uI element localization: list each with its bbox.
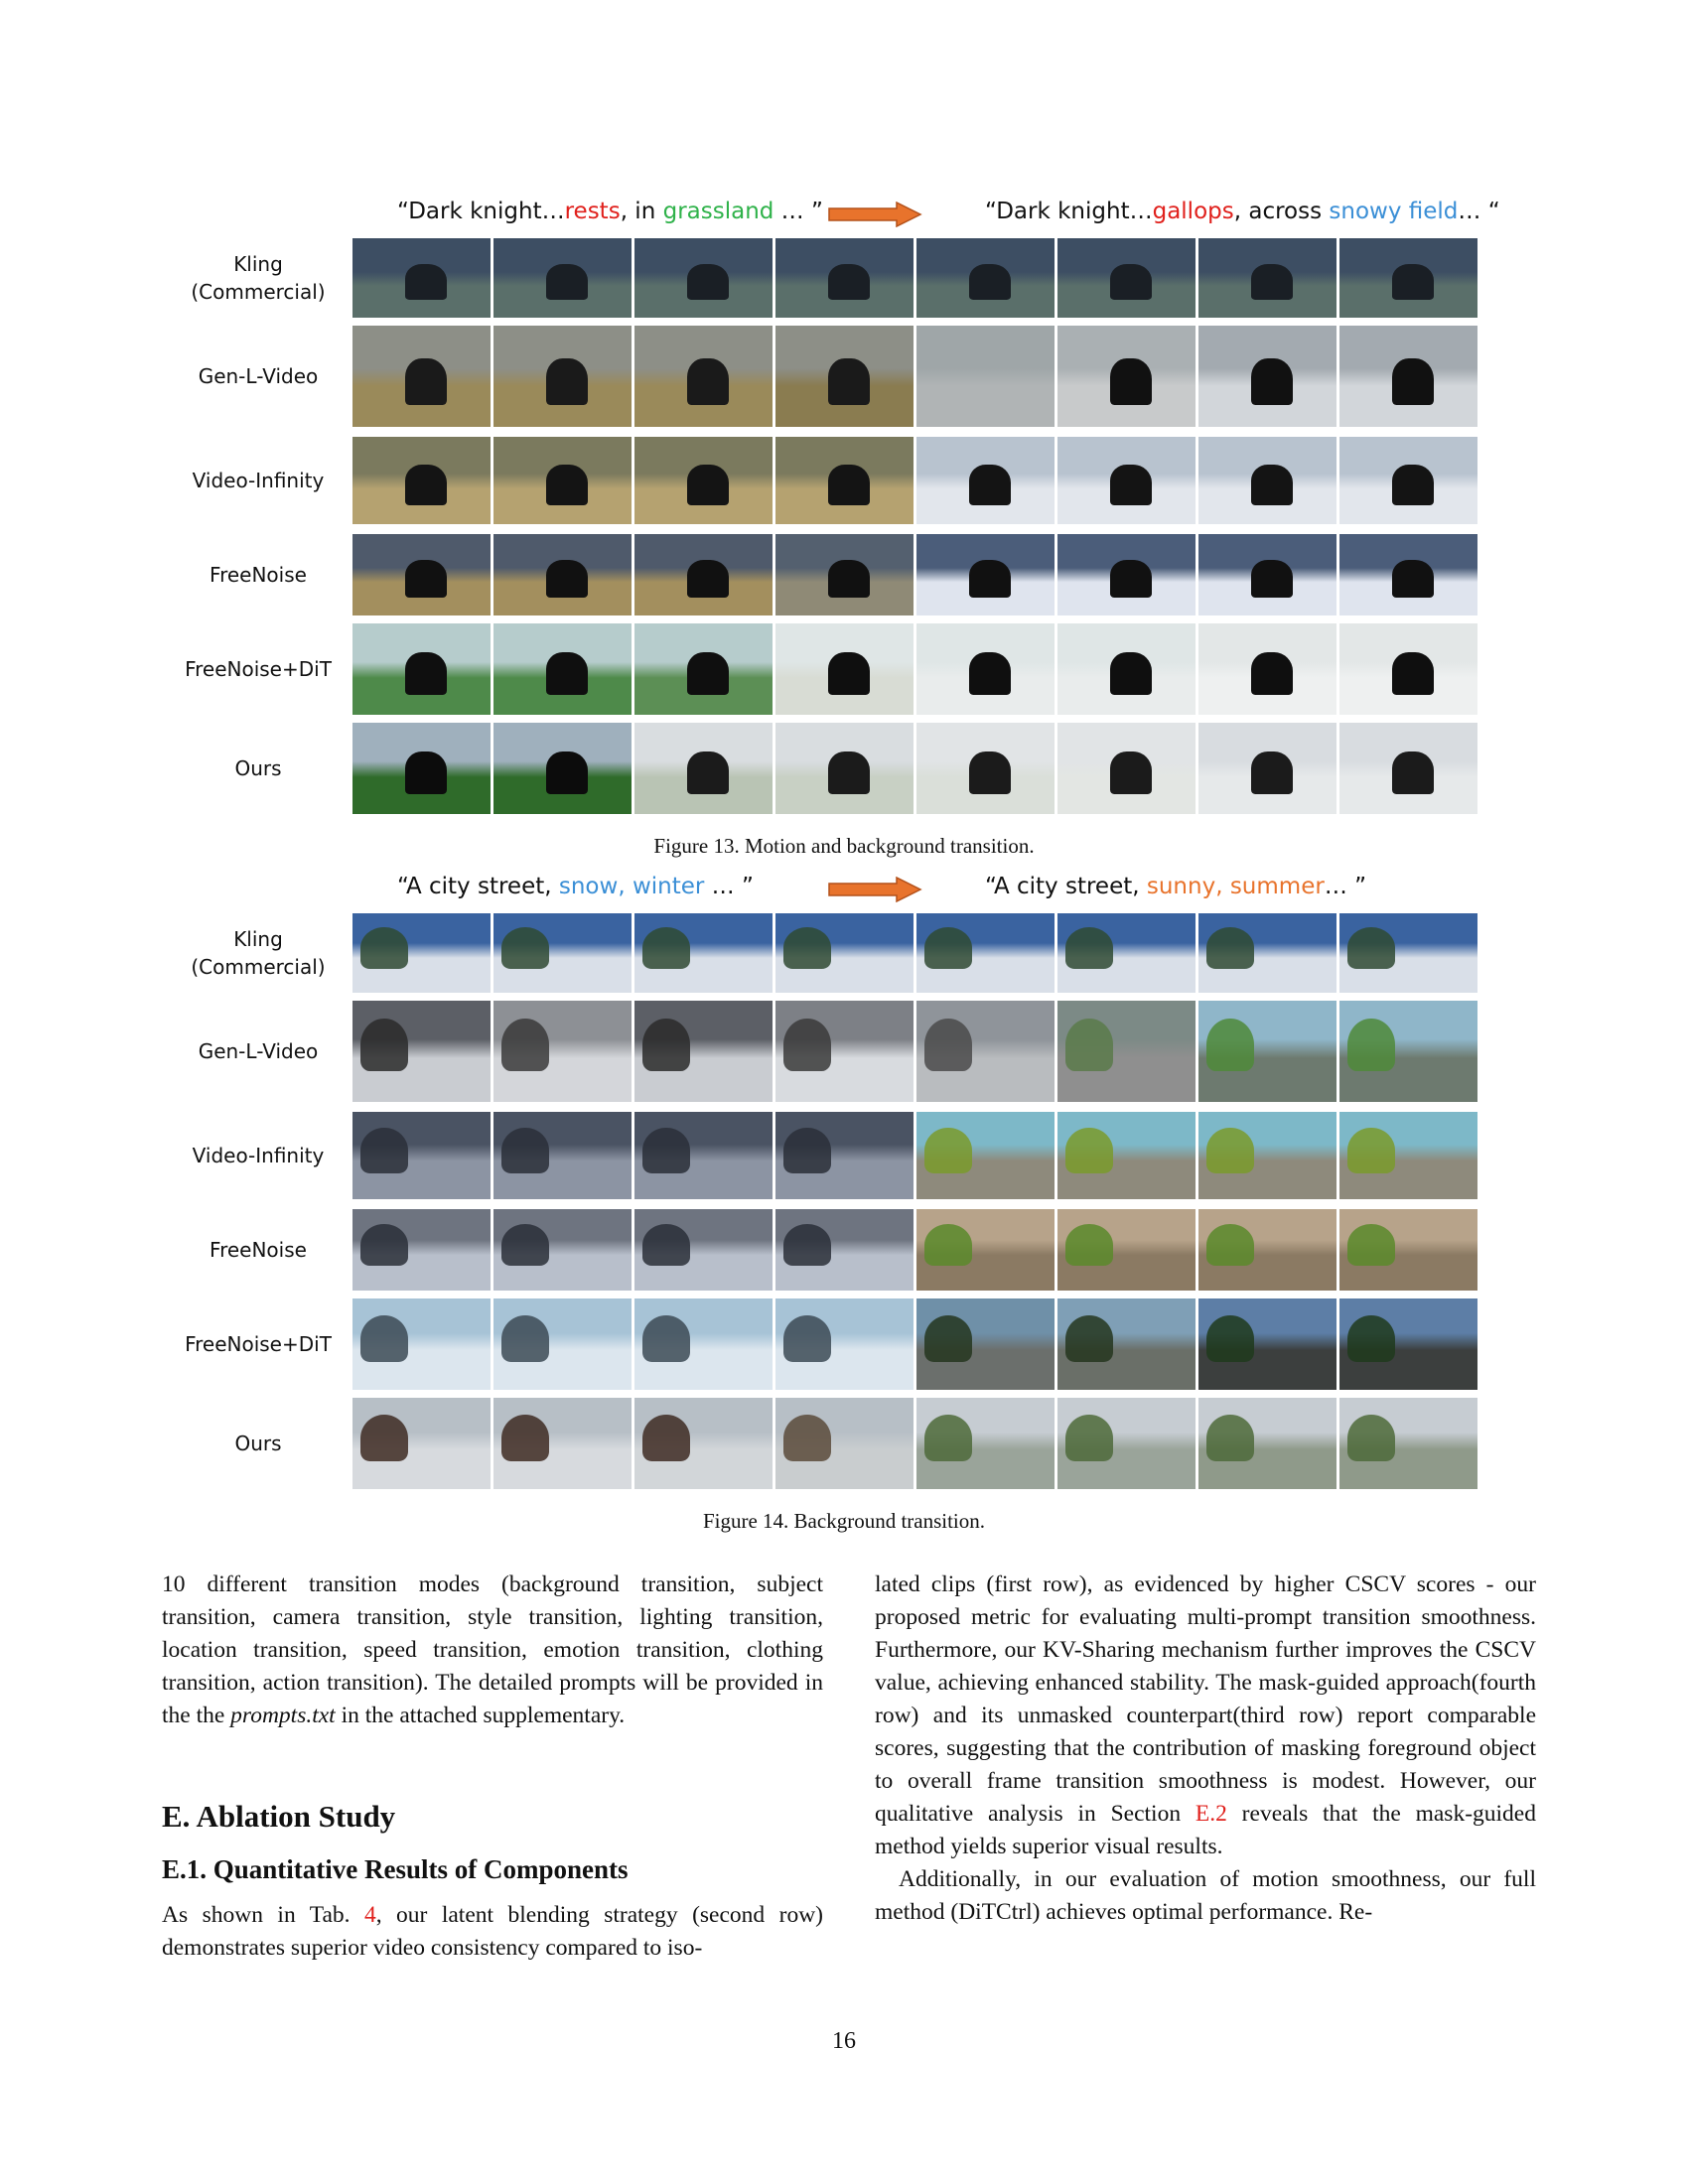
video-frame [634,723,773,814]
video-frame [1198,623,1336,715]
tree-silhouette [642,1128,689,1173]
tree-silhouette [783,1315,830,1363]
video-frame [1198,723,1336,814]
left-column [162,1569,823,1732]
video-frame [916,1398,1055,1489]
row-label: Gen-L-Video [198,1039,319,1063]
video-frame [493,437,632,524]
rider-silhouette [1110,652,1152,694]
video-frame [1198,1298,1336,1390]
rider-silhouette [1251,465,1293,504]
video-frame [634,437,773,524]
row-label: Video-Infinity [192,1144,325,1167]
row-label: FreeNoise [210,1238,307,1262]
paragraph: Additionally, in our evaluation of motion smoothness, our full method (DiTCtrl) achieves optimal performance. Re- [875,1866,1536,1925]
figure-row [192,1112,1482,1199]
figure-13-grid [185,238,1482,819]
video-frame [1057,534,1196,615]
rider-silhouette [828,751,870,793]
paragraph: 10 different transition modes (background transition, subject transition, camera transition, style transition, lighting transition, location transition, speed transition, emotion transition, clothing transition, action transition). The detailed prompts will be provided in the the prompts.txt in the attached supplementary. [162,1571,823,1728]
tree-silhouette [1206,1019,1253,1071]
rider-silhouette [828,465,870,504]
video-frame [1339,913,1477,993]
tree-silhouette [1347,1415,1394,1462]
tree-silhouette [360,1224,407,1267]
video-frame [1339,623,1477,715]
tree-silhouette [924,1224,971,1267]
rider-silhouette [687,652,729,694]
video-frame [1198,1112,1336,1199]
video-frame [916,1112,1055,1199]
rider-silhouette [1110,560,1152,598]
figure-row [234,723,1482,814]
tree-silhouette [642,1315,689,1363]
rider-silhouette [687,465,729,504]
tree-silhouette [1347,1315,1394,1363]
rider-silhouette [405,358,447,405]
video-frame [1057,1001,1196,1102]
figure-row [192,437,1482,524]
right-column [875,1569,1536,1929]
video-frame [352,238,491,318]
video-frame [634,534,773,615]
tree-silhouette [783,1019,830,1071]
figure-13-caption: Figure 13. Motion and background transition. [653,834,1035,858]
video-frame [1198,437,1336,524]
tree-silhouette [1065,1128,1112,1173]
rider-silhouette [687,264,729,301]
row-label: Kling (Commercial) [191,927,326,979]
rider-silhouette [546,264,588,301]
video-frame [493,723,632,814]
tree-silhouette [642,1415,689,1462]
video-frame [775,1001,914,1102]
video-frame [1339,723,1477,814]
tree-silhouette [783,1224,830,1267]
fig14-prompt-left: “A city street, snow, winter … ” [397,874,754,899]
video-frame [493,534,632,615]
tree-silhouette [501,927,548,969]
figure-row [185,623,1482,715]
rider-silhouette [687,751,729,793]
video-frame [352,326,491,427]
tree-silhouette [501,1224,548,1267]
video-frame [493,1112,632,1199]
video-frame [634,1298,773,1390]
rider-silhouette [1110,465,1152,504]
tree-silhouette [1065,1415,1112,1462]
video-frame [352,1398,491,1489]
left-column-para2 [162,1899,823,1965]
tree-silhouette [501,1415,548,1462]
row-label: Video-Infinity [192,469,325,492]
video-frame [1057,238,1196,318]
rider-silhouette [828,560,870,598]
tree-silhouette [1206,1224,1253,1267]
rider-silhouette [969,560,1011,598]
video-frame [493,913,632,993]
video-frame [775,723,914,814]
rider-silhouette [546,465,588,504]
rider-silhouette [1110,358,1152,405]
tree-silhouette [1065,927,1112,969]
video-frame [352,1209,491,1291]
video-frame [634,913,773,993]
video-frame [493,623,632,715]
video-frame [916,326,1055,427]
figure-14-grid [185,913,1482,1494]
video-frame [352,1001,491,1102]
tree-silhouette [1347,927,1394,969]
rider-silhouette [546,751,588,793]
fig13-prompt-left: “Dark knight…rests, in grassland … ” [397,199,823,224]
rider-silhouette [969,465,1011,504]
video-frame [1198,326,1336,427]
video-frame [493,238,632,318]
section-ref-link[interactable]: E.2 [1195,1801,1227,1827]
video-frame [352,1112,491,1199]
tree-silhouette [642,1224,689,1267]
rider-silhouette [405,465,447,504]
video-frame [916,1298,1055,1390]
row-label: FreeNoise+DiT [185,657,332,681]
video-frame [493,1209,632,1291]
video-frame [1339,1398,1477,1489]
transition-arrow-icon [827,877,922,902]
video-frame [1339,326,1477,427]
rider-silhouette [1392,751,1434,793]
video-frame [775,1298,914,1390]
video-frame [1339,238,1477,318]
rider-silhouette [546,358,588,405]
video-frame [352,723,491,814]
page-number: 16 [832,2028,856,2054]
video-frame [1057,623,1196,715]
video-frame [916,723,1055,814]
tree-silhouette [1347,1224,1394,1267]
video-frame [493,1001,632,1102]
video-frame [1198,1001,1336,1102]
table-ref-link[interactable]: 4 [363,1902,376,1928]
video-frame [775,1398,914,1489]
tree-silhouette [1206,1315,1253,1363]
rider-silhouette [405,264,447,301]
tree-silhouette [1347,1019,1394,1071]
video-frame [1057,1398,1196,1489]
tree-silhouette [924,1415,971,1462]
video-frame [493,1298,632,1390]
video-frame [1057,326,1196,427]
paragraph: lated clips (first row), as evidenced by higher CSCV scores - our proposed metric for evaluating multi-prompt transition smoothness. Furthermore, our KV-Sharing mechanism further improves the CSCV value, achieving enhanced stability. The mask-guided approach(fourth row) and its unmasked counterpart(third row) report comparable scores, suggesting that the contribution of masking foreground object to overall frame transition smoothness is modest. However, our qualitative analysis in Section E.2 reveals that the mask-guided method yields superior visual results. [875,1571,1536,1859]
video-frame [352,1298,491,1390]
figure-row [191,913,1482,993]
video-frame [1057,913,1196,993]
rider-silhouette [969,652,1011,694]
rider-silhouette [828,358,870,405]
tree-silhouette [1065,1224,1112,1267]
tree-silhouette [360,1128,407,1173]
rider-silhouette [1110,751,1152,793]
video-frame [775,1209,914,1291]
row-label: Ours [234,1432,282,1455]
tree-silhouette [924,1019,971,1071]
fig13-prompt-right: “Dark knight…gallops, across snowy field… “ [985,199,1500,224]
row-label: FreeNoise+DiT [185,1332,332,1356]
video-frame [493,326,632,427]
figure-row [234,1398,1482,1489]
video-frame [775,437,914,524]
video-frame [1198,913,1336,993]
transition-arrow-icon [827,202,922,227]
tree-silhouette [1206,927,1253,969]
rider-silhouette [828,264,870,301]
tree-silhouette [1206,1415,1253,1462]
tree-silhouette [501,1019,548,1071]
video-frame [775,1112,914,1199]
video-frame [1198,1398,1336,1489]
video-frame [634,1209,773,1291]
rider-silhouette [1392,465,1434,504]
video-frame [775,534,914,615]
rider-silhouette [1392,264,1434,301]
rider-silhouette [405,751,447,793]
tree-silhouette [1206,1128,1253,1173]
video-frame [1339,1209,1477,1291]
tree-silhouette [642,927,689,969]
video-frame [775,326,914,427]
tree-silhouette [360,927,407,969]
video-frame [916,1209,1055,1291]
rider-silhouette [1392,652,1434,694]
rider-silhouette [687,560,729,598]
tree-silhouette [783,1415,830,1462]
tree-silhouette [924,1128,971,1173]
rider-silhouette [405,652,447,694]
tree-silhouette [360,1315,407,1363]
video-frame [1339,1112,1477,1199]
rider-silhouette [969,264,1011,301]
video-frame [634,623,773,715]
video-frame [1339,1001,1477,1102]
tree-silhouette [924,1315,971,1363]
tree-silhouette [360,1415,407,1462]
figure-row [191,238,1482,318]
video-frame [634,1398,773,1489]
tree-silhouette [1347,1128,1394,1173]
figure-row [210,534,1482,615]
video-frame [916,534,1055,615]
video-frame [1198,534,1336,615]
video-frame [1057,1209,1196,1291]
figure-14-caption: Figure 14. Background transition. [702,1509,986,1533]
video-frame [916,238,1055,318]
video-frame [352,913,491,993]
video-frame [916,437,1055,524]
section-heading: E. Ablation Study [162,1799,396,1834]
rider-silhouette [1392,358,1434,405]
figure-row [185,1298,1482,1390]
video-frame [352,623,491,715]
tree-silhouette [1065,1315,1112,1363]
video-frame [1198,238,1336,318]
rider-silhouette [969,751,1011,793]
figure-row [198,326,1482,427]
row-label: Kling (Commercial) [191,252,326,304]
fig14-prompt-right: “A city street, sunny, summer… ” [985,874,1367,899]
rider-silhouette [1251,751,1293,793]
figure-row [210,1209,1482,1291]
rider-silhouette [1392,560,1434,598]
subsection-heading: E.1. Quantitative Results of Components [162,1854,629,1884]
tree-silhouette [501,1315,548,1363]
video-frame [916,623,1055,715]
tree-silhouette [642,1019,689,1071]
paragraph: As shown in Tab. 4, our latent blending strategy (second row) demonstrates superior video consistency compared to iso- [162,1902,823,1961]
video-frame [1339,437,1477,524]
video-frame [775,238,914,318]
video-frame [1198,1209,1336,1291]
video-frame [775,623,914,715]
video-frame [634,1001,773,1102]
video-frame [352,534,491,615]
rider-silhouette [1251,358,1293,405]
rider-silhouette [1251,560,1293,598]
rider-silhouette [546,560,588,598]
video-frame [634,238,773,318]
tree-silhouette [1065,1019,1112,1071]
video-frame [1057,723,1196,814]
video-frame [916,1001,1055,1102]
tree-silhouette [783,927,830,969]
video-frame [916,913,1055,993]
rider-silhouette [828,652,870,694]
row-label: Gen-L-Video [198,364,319,388]
video-frame [1057,437,1196,524]
video-frame [352,437,491,524]
rider-silhouette [1110,264,1152,301]
video-frame [1339,534,1477,615]
rider-silhouette [687,358,729,405]
video-frame [1057,1112,1196,1199]
rider-silhouette [1251,264,1293,301]
tree-silhouette [783,1128,830,1173]
tree-silhouette [501,1128,548,1173]
video-frame [775,913,914,993]
video-frame [1339,1298,1477,1390]
video-frame [634,326,773,427]
figure-row [198,1001,1482,1102]
video-frame [634,1112,773,1199]
rider-silhouette [546,652,588,694]
row-label: FreeNoise [210,563,307,587]
rider-silhouette [1251,652,1293,694]
video-frame [493,1398,632,1489]
rider-silhouette [405,560,447,598]
video-frame [1057,1298,1196,1390]
tree-silhouette [360,1019,407,1071]
tree-silhouette [924,927,971,969]
row-label: Ours [234,756,282,780]
